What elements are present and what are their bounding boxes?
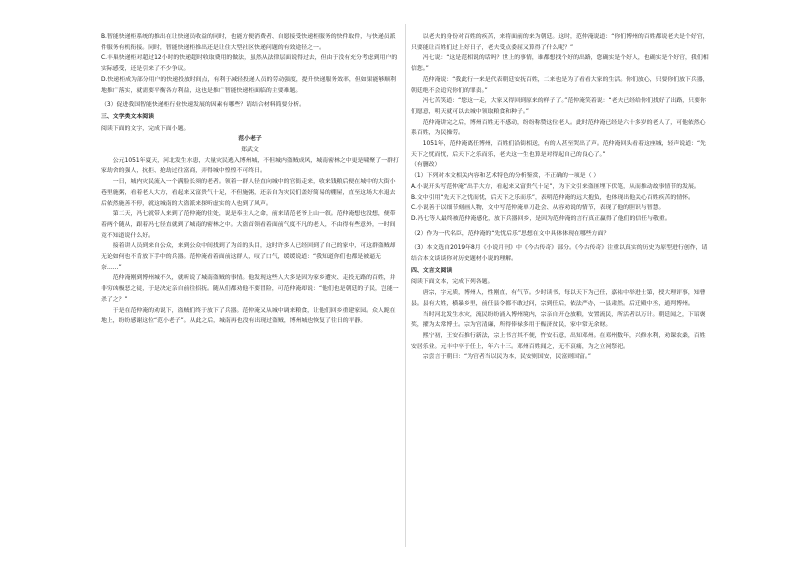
question-1-option: D.冯七等人最终被范仲淹感化，放下兵器回乡，是因为范仲淹的言行真正赢得了他们的信任与敬重。 [411, 215, 671, 222]
story-paragraph: 冯七说：“这是范相说的话吗？世上的事情，谁都想找个好的出路，您确实是个好人，也确实是个好官，我们相信您。” [411, 55, 709, 73]
story-paragraph: 范仲淹刚到博州城不久，就听说了城南盗贼的事情。他发现这些人大多是因为家乡遭灾、走投无路的百姓，并非穷凶极恶之徒，于是决定亲自前往招抚。随从们都劝他不要冒险，可范仲淹却说：“他们也是朝廷的子民，岂能一杀了之？” [101, 275, 399, 303]
question-3: （3）本文选自2019年8月《小说月刊》中《今古传奇》部分。《今古传奇》注重以真实的历史为原型进行创作，请结合本文谈谈你对历史题材小说的理解。 [411, 245, 708, 263]
story-paragraph: 1051年，范仲淹离任博州，百姓们沿街相送，有的人甚至哭出了声。范仲淹回头看着这座城，轻声说道：“先天下之忧而忧，后天下之乐而乐，老夫这一生也算是对得起自己的良心了。” [411, 141, 706, 158]
column-divider [405, 24, 406, 547]
section-heading-literature: 三、文学类文本阅读 [101, 113, 155, 120]
story-paragraph: 公元1051年夏天，河北发生水患，大量灾民逃入博州城，不但城内盗贼成风，城南密林之中更是啸聚了一群打家劫舍的强人，抗拒、抢劫过往富商，弄得城中惶惶不可终日。 [101, 157, 399, 175]
question-2: （2）作为一代名臣，范仲淹的“先忧后乐”思想在文中具体体现在哪些方面？ [411, 230, 610, 237]
story-author: 郑武文 [241, 147, 259, 154]
classical-paragraph: 当时河北发生水灾，流民纷纷涌入博州境内，宗亲自开仓放粮，安置流民，所活者以万计。朝廷闻之，下诏褒奖，擢为太常博士。宗为官清廉，所得俸禄多用于赈济贫民，家中常无余财。 [411, 311, 706, 329]
section-heading-classical: 四、文言文阅读 [411, 267, 453, 274]
question-1: （1）下列对本文相关内容和艺术特色的分析鉴赏，不正确的一项是（ ） [411, 173, 600, 180]
right-column [411, 32, 711, 543]
story-paragraph: 范仲淹说：“我此行一来是代表朝廷安抚百姓，二来也是为了看看大家的生活。你们放心，只要你们放下兵器，朝廷绝不会追究你们的罪责。” [411, 76, 709, 94]
reading-prompt: 阅读下面的文字，完成下面小题。 [101, 125, 190, 132]
question-1-option: B.文中引用“先天下之忧而忧，后天下之乐而乐”，表明范仲淹的远大抱负，也体现出他关心百姓疾苦的情怀。 [411, 194, 694, 201]
story-paragraph: 第二天，冯七就带人来到了范仲淹的住处，说是奉主人之命，前来请范老爷上山一叙。范仲淹想也没想，便带着两个随从，跟着冯七径直就到了城南的密林之中。大盗首领看着面前气度不凡的老人，不由得有些意外，一时间竟不知道说什么好。 [101, 211, 396, 239]
story-paragraph: 于是在范仲淹的劝说下，盗贼们终于放下了兵器。范仲淹又从城中调来粮食，让他们回乡重建家园。众人跪在地上，纷纷感谢这位“范小老子”。从此之后，城南再也没有出现过盗贼，博州城也恢复了往日的平静。 [101, 307, 396, 325]
edit-note: （有删改） [411, 162, 441, 169]
left-column [101, 32, 399, 543]
question-option: B.智能快递柜系统的推出在让快递员收益的同时，也能方便消费者、自愿接受快递柜服务的快件取件，与快递员派件服务有机衔接。同时，智能快递柜推出还是让住大型社区快递问题的有效途径之一。 [101, 34, 396, 51]
story-paragraph: 冯七苦笑道：“您这一走，大家又得回到原来的样子了。”范仲淹笑着说：“老夫已经给你们找好了出路，只要你们愿意，明天就可以去城中领取粮食和种子。” [411, 98, 706, 115]
question-1-option: A.小说开头写范仲淹“出手大方，看起来又富贵气十足”，为下文引来盗匪埋下伏笔，从而推动故事情节的发展。 [411, 183, 700, 190]
story-paragraph: 范仲淹讲完之后，博州百姓无不感动，纷纷称赞这位老人。此时范仲淹已经是六十多岁的老人了，可他依然心系百姓，为民操劳。 [411, 119, 706, 137]
reading-prompt: 阅读下面文本，完成下列各题。 [411, 279, 494, 286]
question-option: D.快递柜成为部分用户的快递投放时间点，有利于减轻投递人员的劳动强度，提升快递服务效率，但如果能够顺利地推广落实，就需要平衡各方利益，这也是推广智能快递柜面临的主要难题。 [101, 76, 397, 94]
classical-paragraph: 熙宁初，王安石推行新法，宗上书言其不便，忤安石意，出知邓州。在邓州数年，兴修水利，劝课农桑，百姓安居乐业。元丰中卒于任上，年六十三。邓州百姓闻之，无不哀痛，为之立祠祭祀。 [411, 332, 706, 350]
story-title: 范小老子 [238, 136, 262, 143]
story-paragraph: 接着讲人员到来自公众，来到公众中间找到了为首的头目，这时许多人已经回到了自己的家中，可这群盗贼却无论如何也不肯放下手中的兵器。范仲淹看着面前这群人，叹了口气，缓缓说道：“我知道你们也都是被逼无奈……” [101, 243, 396, 271]
question-option: C.丰巢快递柜对超过12小时的快递超时收取费用的做法，虽然从法律层面说得过去，但由于没有充分考虑到用户的实际感受，还是引来了不少争议。 [101, 55, 398, 73]
story-paragraph: 以老夫的身份对百姓的疾苦，来将面前的来为朝廷。这时，范仲淹说道：“你们博州的百姓都说老夫是个好官，只要能让百姓们过上好日子，老夫受点委屈又算得了什么呢？” [411, 34, 709, 51]
question-1-option: C.小说善于以细节刻画人物，文中写范仲淹单刀赴会、从容劝说的情节，表现了他的胆识与智慧。 [411, 205, 665, 212]
classical-paragraph: 唐宗，字元质，博州人，性刚直，有气节。少时读书，每以天下为己任，嘉祐中举进士第，授大理评事，知曹县。县有大姓，横暴乡里，前任县令都不敢过问，宗到任后，依法严办，一县肃然。后迁殿中丞，通判博州。 [411, 290, 706, 307]
question-ask: （3）促进我国智能快递柜行业快速发展的因素有哪些？请结合材料简要分析。 [101, 102, 306, 109]
story-paragraph: 一日，城内灾民流入一个满脸长须的老者。领着一群人径直向城中的官衙走来，收来钱粮后便在城中的大街小巷里施粥，看着老人大方，看起来又富贵气十足，不但施粥，还亲自为灾民们盖好简易的棚屋，直至这场大水退去后依然施善不停，就这城南的大盗派来探听虚实的人也到了风声。 [101, 179, 396, 207]
classical-paragraph: 宗尝言于朝曰：“为官者当以民为本，民安则国安，民富则国富。” [422, 354, 591, 361]
